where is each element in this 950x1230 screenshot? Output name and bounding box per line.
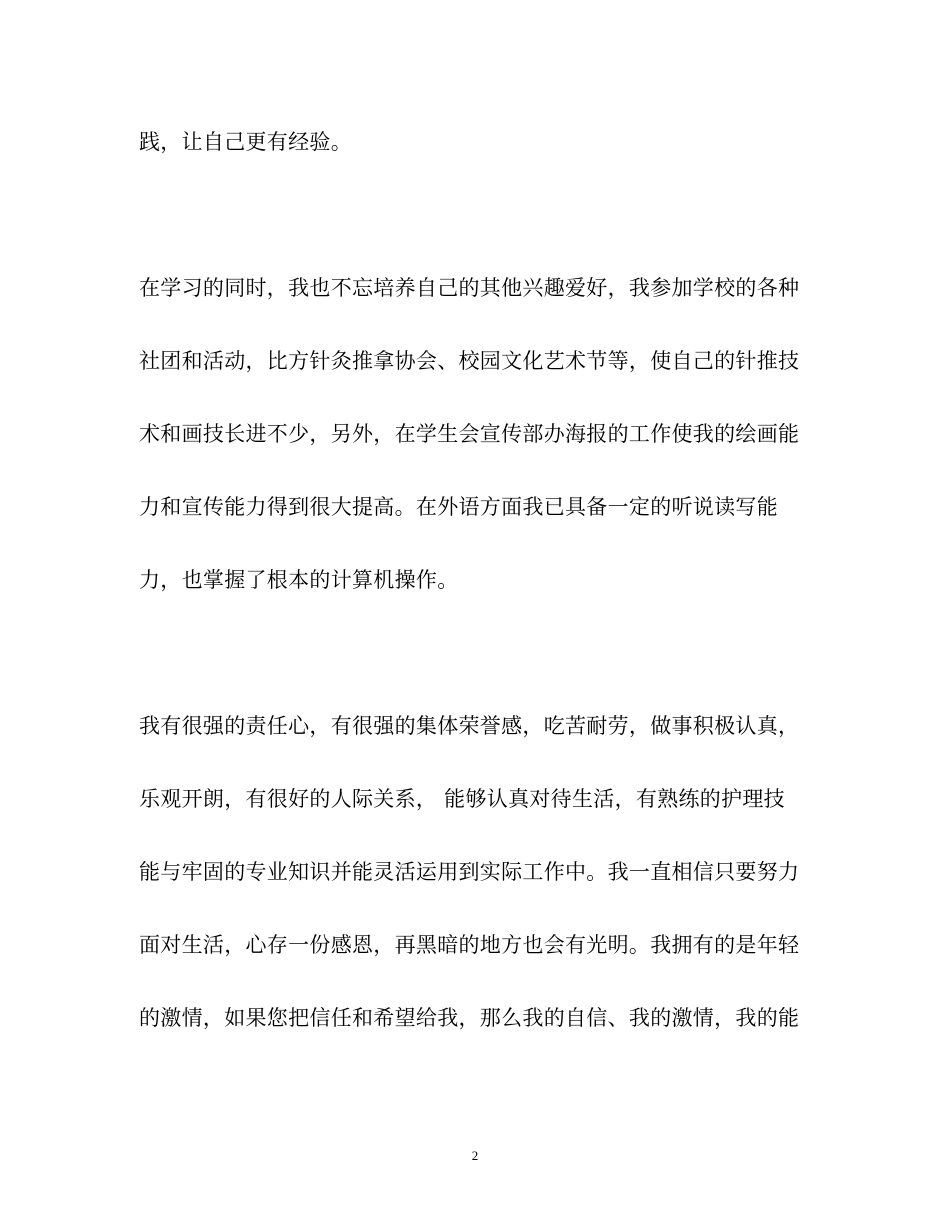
paragraph-3-line-4: 面对生活，心存一份感恩，再黑暗的地方也会有光明。我拥有的是年轻 xyxy=(139,933,800,957)
paragraph-3-line-2: 乐观开朗，有很好的人际关系， 能够认真对待生活，有熟练的护理技 xyxy=(139,787,785,811)
paragraph-3-line-3: 能与牢固的专业知识并能灵活运用到实际工作中。我一直相信只要努力 xyxy=(139,860,800,884)
page-number: 2 xyxy=(471,1148,479,1163)
paragraph-2-line-5: 力，也掌握了根本的计算机操作。 xyxy=(139,568,459,592)
paragraph-2-line-3: 术和画技长进不少，另外，在学生会宣传部办海报的工作使我的绘画能 xyxy=(139,422,800,446)
paragraph-2-line-2: 社团和活动，比方针灸推拿协会、校园文化艺术节等，使自己的针推技 xyxy=(139,349,800,373)
paragraph-3-line-1: 我有很强的责任心，有很强的集体荣誉感，吃苦耐劳，做事积极认真， xyxy=(139,714,800,738)
paragraph-1-line-1: 践，让自己更有经验。 xyxy=(139,130,352,154)
paragraph-2-line-4: 力和宣传能力得到很大提高。在外语方面我已具备一定的听说读写能 xyxy=(139,495,778,519)
paragraph-3-line-5: 的激情，如果您把信任和希望给我，那么我的自信、我的激情，我的能 xyxy=(139,1006,800,1030)
paragraph-2-line-1: 在学习的同时，我也不忘培养自己的其他兴趣爱好，我参加学校的各种 xyxy=(139,276,800,300)
